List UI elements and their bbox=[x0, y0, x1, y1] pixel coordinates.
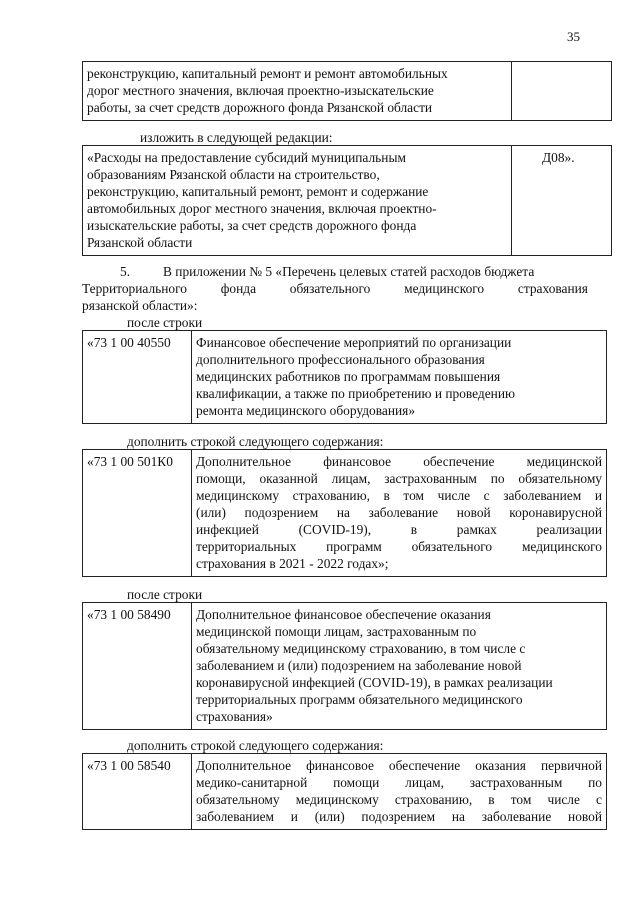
text-line: работы, за счет средств дорожного фонда Рязанской области bbox=[87, 100, 433, 115]
instruction-after-row: после строки bbox=[127, 315, 203, 330]
word: обязательного bbox=[289, 281, 371, 296]
description-cell bbox=[192, 450, 607, 577]
code-cell bbox=[512, 62, 612, 121]
text-line: страхования в 2021 - 2022 годах»; bbox=[196, 556, 389, 571]
description-cell bbox=[192, 603, 607, 730]
text-line: дорог местного значения, включая проектно-изыскательские bbox=[87, 83, 434, 98]
paragraph-line: рязанской области»: bbox=[82, 298, 198, 313]
text-line: обязательному медицинскому страхованию, в том числе с bbox=[196, 641, 526, 656]
text-line: Дополнительное финансовое обеспечение оказания первичной bbox=[196, 758, 602, 773]
paragraph-line-justified bbox=[82, 280, 588, 297]
description-cell bbox=[192, 331, 607, 424]
text-line: инфекцией (COVID-19), в рамках реализации bbox=[196, 522, 602, 537]
instruction-after-row: после строки bbox=[127, 587, 203, 602]
description-cell bbox=[83, 146, 512, 256]
word: медицинского bbox=[404, 281, 485, 296]
budget-table-road-fund-new bbox=[82, 145, 612, 256]
text-line: Дополнительное финансовое обеспечение медицинской bbox=[196, 454, 602, 469]
text-line: изыскательские работы, за счет средств дорожного фонда bbox=[87, 218, 417, 233]
text-line: территориальных программ обязательного медицинского bbox=[196, 692, 523, 707]
text-line: страхования» bbox=[196, 709, 273, 724]
text-line: территориальных программ обязательного медицинского bbox=[196, 539, 602, 554]
word: страхования bbox=[517, 281, 588, 296]
text-line: медицинских работников по программам повышения bbox=[196, 369, 501, 384]
text-line: Рязанской области bbox=[87, 235, 193, 250]
page-number: 35 bbox=[567, 29, 580, 44]
paragraph-number: 5. bbox=[120, 264, 131, 279]
description-cell bbox=[192, 754, 607, 830]
budget-table-row-58540 bbox=[82, 753, 607, 830]
text-line: образованиям Рязанской области на строительство, bbox=[87, 167, 380, 182]
text-line: обязательному медицинскому страхованию, в том числе с bbox=[196, 792, 602, 807]
code-cell: «73 1 00 58490 bbox=[83, 603, 192, 730]
code-cell: «73 1 00 40550 bbox=[83, 331, 192, 424]
text-line: Дополнительное финансовое обеспечение оказания bbox=[196, 607, 491, 622]
table-row bbox=[83, 450, 607, 577]
text-line: ремонта медицинского оборудования» bbox=[196, 403, 416, 418]
instruction-add-row: дополнить строкой следующего содержания: bbox=[127, 738, 384, 753]
text-line: медицинской помощи лицам, застрахованным по bbox=[196, 624, 477, 639]
text-line: реконструкцию, капитальный ремонт, ремонт и содержание bbox=[87, 184, 429, 199]
code-cell: «73 1 00 58540 bbox=[83, 754, 192, 830]
budget-table-row-501K0 bbox=[82, 449, 607, 577]
text-line: (или) подозрением на заболевание новой коронавирусной bbox=[196, 505, 602, 520]
text-line: реконструкцию, капитальный ремонт и ремонт автомобильных bbox=[87, 66, 448, 81]
text-line: автомобильных дорог местного значения, включая проектно- bbox=[87, 201, 437, 216]
table-row bbox=[83, 62, 612, 121]
word: фонда bbox=[220, 281, 257, 296]
text-line: помощи, оказанной лицам, застрахованным по обязательному bbox=[196, 471, 602, 486]
budget-table-row-58490 bbox=[82, 602, 607, 730]
text-line: дополнительного профессионального образования bbox=[196, 352, 485, 367]
text-line: «Расходы на предоставление субсидий муниципальным bbox=[87, 150, 406, 165]
code-cell: Д08». bbox=[512, 146, 612, 256]
text-line: заболеванием и (или) подозрением на заболевание новой bbox=[196, 658, 522, 673]
text-line: квалификации, а также по приобретению и проведению bbox=[196, 386, 516, 401]
budget-table-row-40550 bbox=[82, 330, 607, 424]
instruction-add-row: дополнить строкой следующего содержания: bbox=[127, 434, 384, 449]
table-row bbox=[83, 146, 612, 256]
code-cell: «73 1 00 501К0 bbox=[83, 450, 192, 577]
table-row bbox=[83, 603, 607, 730]
text-line: медико-санитарной помощи лицам, застрахованным по bbox=[196, 775, 602, 790]
table-row bbox=[83, 754, 607, 830]
text-line: коронавирусной инфекцией (COVID-19), в рамках реализации bbox=[196, 675, 553, 690]
instruction-replace: изложить в следующей редакции: bbox=[140, 130, 333, 145]
word: Территориального bbox=[82, 281, 187, 296]
text-line: заболеванием и (или) подозрением на заболевание новой bbox=[196, 809, 602, 824]
text-line: Финансовое обеспечение мероприятий по организации bbox=[196, 335, 512, 350]
table-row bbox=[83, 331, 607, 424]
budget-table-road-fund-old bbox=[82, 61, 612, 121]
paragraph-line: В приложении № 5 «Перечень целевых статей расходов бюджета bbox=[163, 264, 535, 279]
description-cell bbox=[83, 62, 512, 121]
text-line: медицинскому страхованию, в том числе с заболеванием и bbox=[196, 488, 602, 503]
